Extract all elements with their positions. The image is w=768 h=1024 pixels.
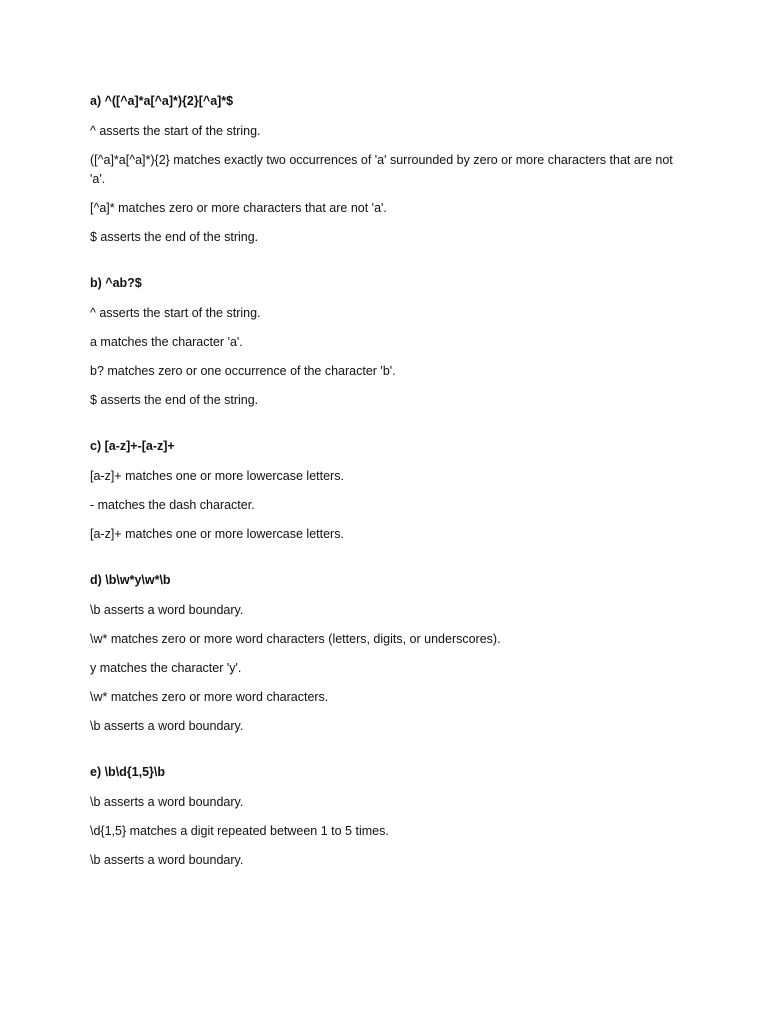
section-b	[90, 275, 680, 410]
section-e	[90, 764, 680, 870]
explanation-line: ([^a]*a[^a]*){2} matches exactly two occurrences of 'a' surrounded by zero or more characters that are not 'a'.	[90, 153, 677, 186]
explanation-line: ^ asserts the start of the string.	[90, 124, 261, 138]
explanation-line: \d{1,5} matches a digit repeated between 1 to 5 times.	[90, 824, 389, 838]
explanation-line: [^a]* matches zero or more characters that are not 'a'.	[90, 201, 387, 215]
explanation-line: a matches the character 'a'.	[90, 335, 243, 349]
explanation-line: - matches the dash character.	[90, 498, 255, 512]
document-body	[90, 93, 680, 880]
explanation-line: \w* matches zero or more word characters.	[90, 690, 329, 704]
explanation-line: b? matches zero or one occurrence of the character 'b'.	[90, 364, 396, 378]
section-d	[90, 572, 680, 736]
explanation-line: \b asserts a word boundary.	[90, 853, 244, 867]
section-heading: a) ^([^a]*a[^a]*){2}[^a]*$	[90, 94, 234, 108]
section-heading: b) ^ab?$	[90, 276, 142, 290]
section-heading: c) [a-z]+-[a-z]+	[90, 439, 175, 453]
section-c	[90, 438, 680, 544]
section-heading: e) \b\d{1,5}\b	[90, 765, 166, 779]
explanation-line: [a-z]+ matches one or more lowercase letters.	[90, 469, 344, 483]
section-a	[90, 93, 680, 247]
explanation-line: \b asserts a word boundary.	[90, 603, 244, 617]
explanation-line: \b asserts a word boundary.	[90, 719, 244, 733]
explanation-line: y matches the character 'y'.	[90, 661, 242, 675]
explanation-line: $ asserts the end of the string.	[90, 393, 259, 407]
explanation-line: ^ asserts the start of the string.	[90, 306, 261, 320]
explanation-line: $ asserts the end of the string.	[90, 230, 259, 244]
section-heading: d) \b\w*y\w*\b	[90, 573, 171, 587]
explanation-line: \b asserts a word boundary.	[90, 795, 244, 809]
explanation-line: \w* matches zero or more word characters (letters, digits, or underscores).	[90, 632, 501, 646]
explanation-line: [a-z]+ matches one or more lowercase letters.	[90, 527, 344, 541]
